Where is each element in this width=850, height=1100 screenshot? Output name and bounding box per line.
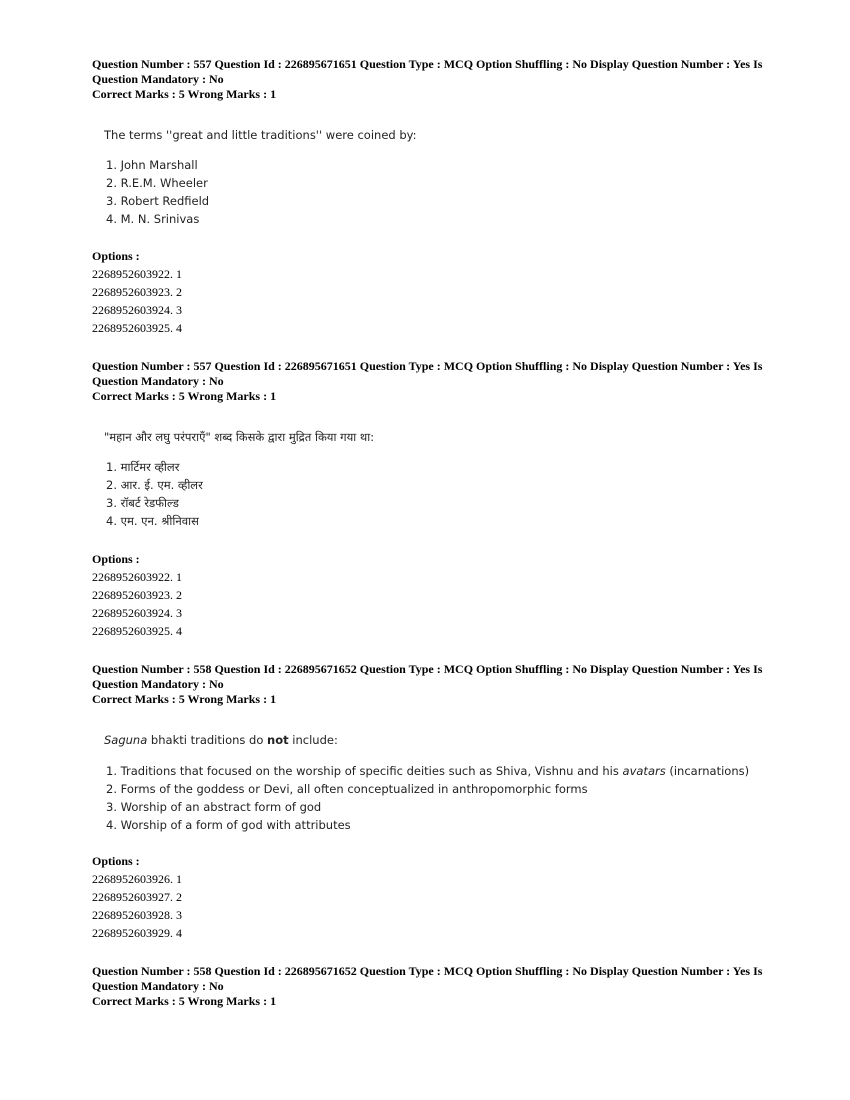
answer-choices [106,458,786,530]
answer-choice: 2. Forms of the goddess or Devi, all often conceptualized in anthropomorphic forms [106,782,588,796]
question-meta-line: Question Number : 558 Question Id : 226895671652 Question Type : MCQ Option Shuffling : No Display Question Number : Yes Is [92,964,763,978]
answer-choice: 3. Worship of an abstract form of god [106,800,322,814]
option-id: 2268952603923. 2 [92,285,182,299]
answer-choice: 3. Robert Redfield [106,194,210,208]
option-id: 2268952603927. 2 [92,890,182,904]
marks-line: Correct Marks : 5 Wrong Marks : 1 [92,87,277,101]
option-id: 2268952603924. 3 [92,303,182,317]
answer-choice-italic: avatars [622,764,666,778]
answer-choice-part: (incarnations) [665,764,750,778]
answer-choices [106,156,786,228]
question-mandatory-line: Question Mandatory : No [92,677,224,691]
question-header [92,57,772,102]
option-id: 2268952603924. 3 [92,606,182,620]
option-id: 2268952603928. 3 [92,908,182,922]
marks-line: Correct Marks : 5 Wrong Marks : 1 [92,692,277,706]
question-text-part: include: [288,733,338,747]
answer-choice: 1. मार्टिमर व्हीलर [106,460,180,474]
question-header [92,359,772,404]
question-text: The terms ''great and little traditions'' were coined by: [104,128,417,142]
question-mandatory-line: Question Mandatory : No [92,72,224,86]
answer-choice: 3. रॉबर्ट रेडफील्ड [106,496,179,510]
marks-line: Correct Marks : 5 Wrong Marks : 1 [92,389,277,403]
options-label: Options : [92,552,140,566]
answer-choice [106,762,786,780]
question-text [104,733,784,747]
question-mandatory-line: Question Mandatory : No [92,979,224,993]
question-text: "महान और लघु परंपराएँ" शब्द किसके द्वारा मुद्रित किया गया था: [104,430,375,444]
option-id: 2268952603925. 4 [92,624,182,638]
answer-choice: 2. R.E.M. Wheeler [106,176,208,190]
question-meta-line: Question Number : 557 Question Id : 226895671651 Question Type : MCQ Option Shuffling : No Display Question Number : Yes Is [92,359,763,373]
answer-choice: 4. M. N. Srinivas [106,212,200,226]
option-id: 2268952603922. 1 [92,570,182,584]
question-bold-term: not [267,733,289,747]
option-id: 2268952603922. 1 [92,267,182,281]
option-id: 2268952603926. 1 [92,872,182,886]
question-header [92,964,772,1009]
question-italic-term: Saguna [104,733,148,747]
question-header [92,662,772,707]
question-text-part: bhakti traditions do [147,733,268,747]
options-section [92,247,772,337]
question-mandatory-line: Question Mandatory : No [92,374,224,388]
answer-choice: 4. Worship of a form of god with attributes [106,818,351,832]
question-meta-line: Question Number : 558 Question Id : 226895671652 Question Type : MCQ Option Shuffling : No Display Question Number : Yes Is [92,662,763,676]
marks-line: Correct Marks : 5 Wrong Marks : 1 [92,994,277,1008]
option-id: 2268952603923. 2 [92,588,182,602]
option-id: 2268952603925. 4 [92,321,182,335]
answer-choices [106,762,786,834]
answer-choice: 2. आर. ई. एम. व्हीलर [106,478,203,492]
answer-choice-part: 1. Traditions that focused on the worship of specific deities such as Shiva, Vishnu and his [106,764,623,778]
options-section [92,852,772,942]
options-section [92,550,772,640]
answer-choice: 1. John Marshall [106,158,198,172]
answer-choice: 4. एम. एन. श्रीनिवास [106,514,199,528]
options-label: Options : [92,854,140,868]
option-id: 2268952603929. 4 [92,926,182,940]
options-label: Options : [92,249,140,263]
question-meta-line: Question Number : 557 Question Id : 226895671651 Question Type : MCQ Option Shuffling : No Display Question Number : Yes Is [92,57,763,71]
